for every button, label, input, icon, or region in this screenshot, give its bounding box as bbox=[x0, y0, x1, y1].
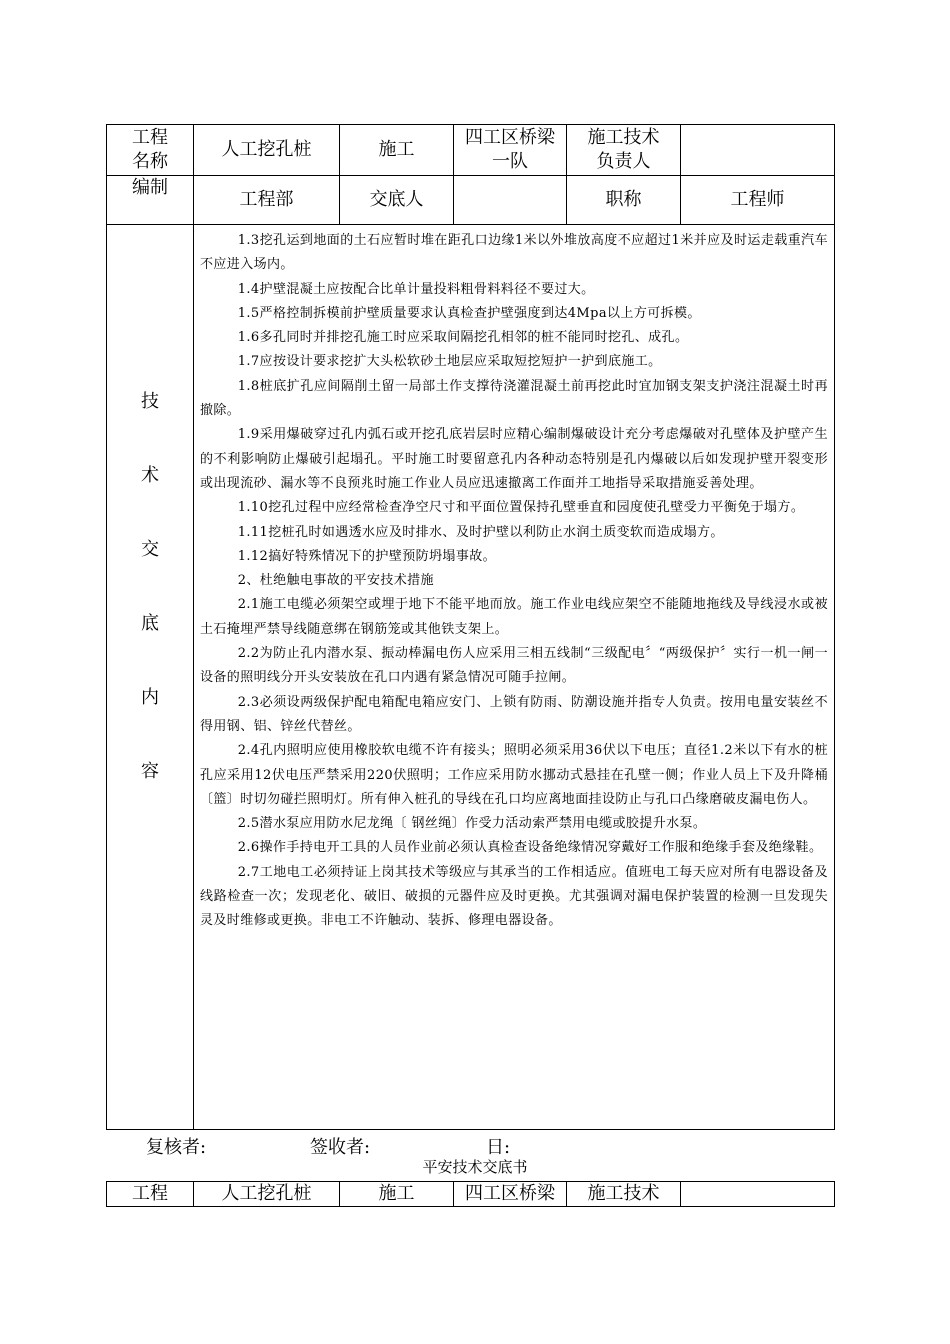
reviewer-label: 复核者: bbox=[146, 1137, 207, 1158]
content-paragraph: 1.3挖孔运到地面的土石应暂时堆在距孔口边缘1米以外堆放高度不应超过1米并应及时运走载重汽车不应进入场内。 bbox=[200, 233, 828, 273]
section-label-char: 底 bbox=[141, 613, 159, 634]
content-paragraph: 1.5严格控制拆模前护壁质量要求认真检查护壁强度到达4Mpa以上方可拆模。 bbox=[237, 305, 701, 321]
content-paragraph: 2.3必须设两级保护配电箱配电箱应安门、上锁有防雨、防潮设施并指专人负责。按用电量安装丝不得用钢、铝、锌丝代替丝。 bbox=[200, 694, 828, 734]
header-row-2 bbox=[107, 176, 835, 225]
compile-value: 工程部 bbox=[194, 176, 340, 225]
content-paragraph: 2.5潜水泵应用防水尼龙绳〔 钢丝绳〕作受力活动索严禁用电缆或胶提升水泵。 bbox=[237, 816, 707, 832]
content-paragraph: 1.4护壁混凝土应按配合比单计量投料粗骨料料径不要过大。 bbox=[237, 281, 595, 297]
section-label-char: 技 bbox=[141, 391, 159, 412]
next-page-title: 平安技术交底书 bbox=[422, 1158, 528, 1176]
content-paragraph: 1.9采用爆破穿过孔内弧石或开挖孔底岩层时应精心编制爆破设计充分考虑爆破对孔壁体及护壁产生的不利影响防止爆破引起塌孔。平时施工时要留意孔内各种动态特别是孔内爆破以后如发现护壁开裂变形或出现流砂、漏水等不良预兆时施工作业人员应迅速撤离工作面并工地指导采取措施妥善处理。 bbox=[200, 427, 828, 491]
content-paragraph: 2.4孔内照明应使用橡胶软电缆不许有接头；照明必须采用36伏以下电压；直径1.2米以下有水的桩孔应采用12伏电压严禁采用220伏照明；工作应采用防水挪动式悬挂在孔壁一侧；作业人员上下及升降桶〔篮〕时切勿碰拦照明灯。所有伸入桩孔的导线在孔口均应离地面挂设防止与孔口凸缘磨破皮漏电伤人。 bbox=[200, 743, 828, 807]
content-body bbox=[194, 225, 834, 1127]
header-row-1 bbox=[107, 125, 835, 176]
next-cell-tech-lead-value bbox=[681, 1182, 835, 1207]
content-paragraph: 1.6多孔同时并排挖孔施工时应采取间隔挖孔相邻的桩不能同时挖孔、成孔。 bbox=[237, 330, 689, 346]
receiver-label: 签收者: bbox=[310, 1137, 371, 1158]
section-label-char: 交 bbox=[141, 539, 159, 560]
content-cell bbox=[194, 225, 835, 1130]
content-paragraph: 1.10挖孔过程中应经常检查净空尺寸和平面位置保持孔壁垂直和园度使孔壁受力平衡免于塌方。 bbox=[237, 500, 805, 516]
project-name-value: 人工挖孔桩 bbox=[194, 125, 340, 176]
title-label: 职称 bbox=[567, 176, 681, 225]
content-row bbox=[107, 225, 835, 1130]
tech-lead-value bbox=[681, 125, 835, 176]
next-cell-project-label: 工程 bbox=[107, 1182, 194, 1207]
next-cell-construction-value: 四工区桥梁 bbox=[454, 1182, 567, 1207]
next-cell-project-value: 人工挖孔桩 bbox=[194, 1182, 340, 1207]
content-paragraph: 2.6操作手持电开工具的人员作业前必须认真检查设备绝缘情况穿戴好工作服和绝缘手套及绝缘鞋。 bbox=[237, 840, 823, 856]
content-paragraph: 1.11挖桩孔时如遇透水应及时排水、及时护壁以利防止水润土质变软而造成塌方。 bbox=[237, 524, 724, 540]
section-label-char: 内 bbox=[141, 687, 159, 708]
next-cell-construction-label: 施工 bbox=[340, 1182, 454, 1207]
next-page-row bbox=[107, 1182, 835, 1207]
content-paragraph: 2.2为防止孔内潜水泵、振动棒漏电伤人应采用三相五线制“三级配电〞“两级保护〞实行一机一闸一设备的照明线分开头安装放在孔口内遇有紧急情况可随手拉闸。 bbox=[200, 646, 828, 686]
content-paragraph: 1.12搞好特殊情况下的护壁预防坍塌事故。 bbox=[237, 548, 497, 564]
content-paragraph: 1.8桩底扩孔应间隔削土留一局部土作支撑待浇灌混凝土前再挖此时宜加钢支架支护浇注混凝土时再撤除。 bbox=[200, 378, 828, 419]
content-paragraph: 2.7工地电工必须持证上岗其技术等级应与其承当的工作相适应。值班电工每天应对所有电器设备及线路检查一次；发现老化、破旧、破损的元器件应及时更换。尤其强调对漏电保护装置的检测一旦发现失灵及时维修或更换。非电工不许触动、装拆、修理电器设备。 bbox=[200, 864, 828, 929]
project-name-label: 工程 名称 bbox=[107, 125, 194, 176]
section-label-char: 容 bbox=[141, 761, 159, 782]
next-page-table bbox=[106, 1181, 835, 1207]
title-value: 工程师 bbox=[681, 176, 835, 225]
date-label: 日: bbox=[486, 1137, 511, 1158]
section-label-char: 术 bbox=[141, 465, 159, 486]
content-paragraph: 1.7应按设计要求挖扩大头松软砂土地层应采取短挖短护一护到底施工。 bbox=[237, 354, 662, 370]
discloser-value bbox=[454, 176, 567, 225]
next-cell-tech-lead-label: 施工技术 bbox=[567, 1182, 681, 1207]
discloser-label: 交底人 bbox=[340, 176, 454, 225]
content-paragraph: 2、杜绝触电事故的平安技术措施 bbox=[237, 573, 434, 589]
compile-label: 编制 bbox=[107, 176, 194, 225]
construction-value: 四工区桥梁 一队 bbox=[454, 125, 567, 176]
section-label bbox=[107, 225, 194, 1130]
disclosure-table bbox=[106, 124, 835, 1130]
content-paragraph: 2.1施工电缆必须架空或埋于地下不能平地而放。施工作业电线应架空不能随地拖线及导线浸水或被土石掩埋严禁导线随意绑在钢筋笼或其他铁支架上。 bbox=[200, 597, 828, 637]
tech-lead-label: 施工技术 负责人 bbox=[567, 125, 681, 176]
construction-label: 施工 bbox=[340, 125, 454, 176]
